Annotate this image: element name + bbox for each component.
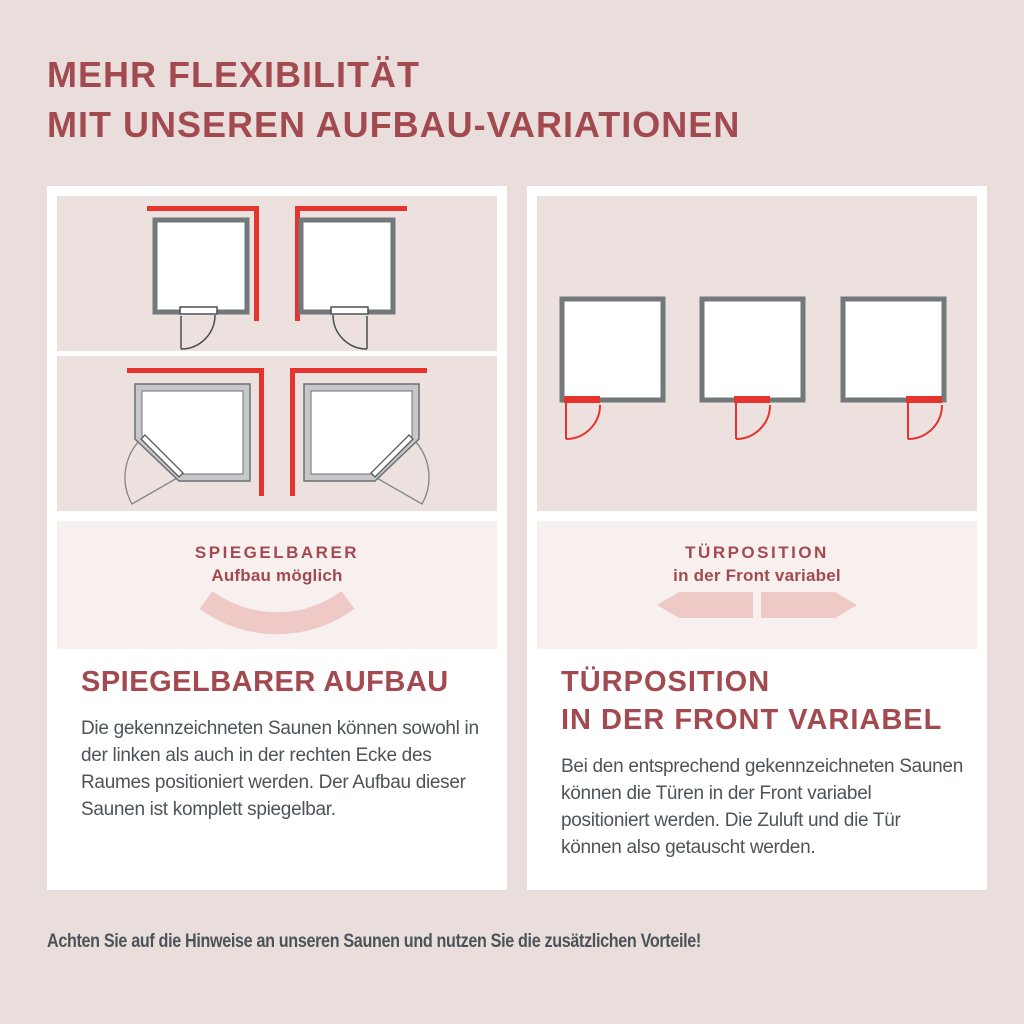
footer-note: Achten Sie auf die Hinweise an unseren Saunen und nutzen Sie die zusätzlichen Vorteile! <box>47 931 701 952</box>
card-tuerposition <box>527 186 987 890</box>
mirror-arc-icon <box>192 592 362 640</box>
card-spiegelbarer-aufbau <box>47 186 507 890</box>
page-title-line1: MEHR FLEXIBILITÄT <box>47 54 420 95</box>
left-card-heading: SPIEGELBARER AUFBAU <box>81 666 449 698</box>
right-card-text <box>537 649 977 861</box>
badge-spiegelbar-title: SPIEGELBARER <box>194 543 360 562</box>
cards-container <box>47 186 987 890</box>
badge-spiegelbar <box>57 521 497 649</box>
left-card-text <box>57 649 497 823</box>
left-right-arrows-icon <box>657 592 857 618</box>
left-card-body: Die gekennzeichneten Saunen können sowohl in der linken als auch in der rechten Ecke des Raumes positioniert werden. Der Aufbau dieser Saunen ist komplett spiegelbar. <box>81 718 479 820</box>
badge-spiegelbar-subtitle: Aufbau möglich <box>211 566 343 585</box>
floorplan-panel-corner-saunas <box>57 356 497 511</box>
right-card-heading-line1: TÜRPOSITION <box>561 666 771 698</box>
right-card-heading <box>561 663 957 739</box>
right-card-heading-line2: IN DER FRONT VARIABEL <box>561 704 943 736</box>
door-position-floorplans <box>537 196 977 511</box>
floorplan-panel-square-saunas <box>57 196 497 351</box>
badge-tuerposition-subtitle: in der Front variabel <box>673 566 841 585</box>
square-saunas-floorplan <box>57 196 497 351</box>
page-title <box>47 50 740 150</box>
page-title-line2: MIT UNSEREN AUFBAU-VARIATIONEN <box>47 104 741 145</box>
badge-tuerposition-title: TÜRPOSITION <box>685 543 829 562</box>
right-card-body: Bei den entsprechend gekennzeichneten Saunen können die Türen in der Front variabel positioniert werden. Die Zuluft und die Tür können also getauscht werden. <box>561 756 963 858</box>
badge-tuerposition <box>537 521 977 649</box>
floorplan-panel-door-positions <box>537 196 977 511</box>
corner-saunas-floorplan <box>57 356 497 511</box>
